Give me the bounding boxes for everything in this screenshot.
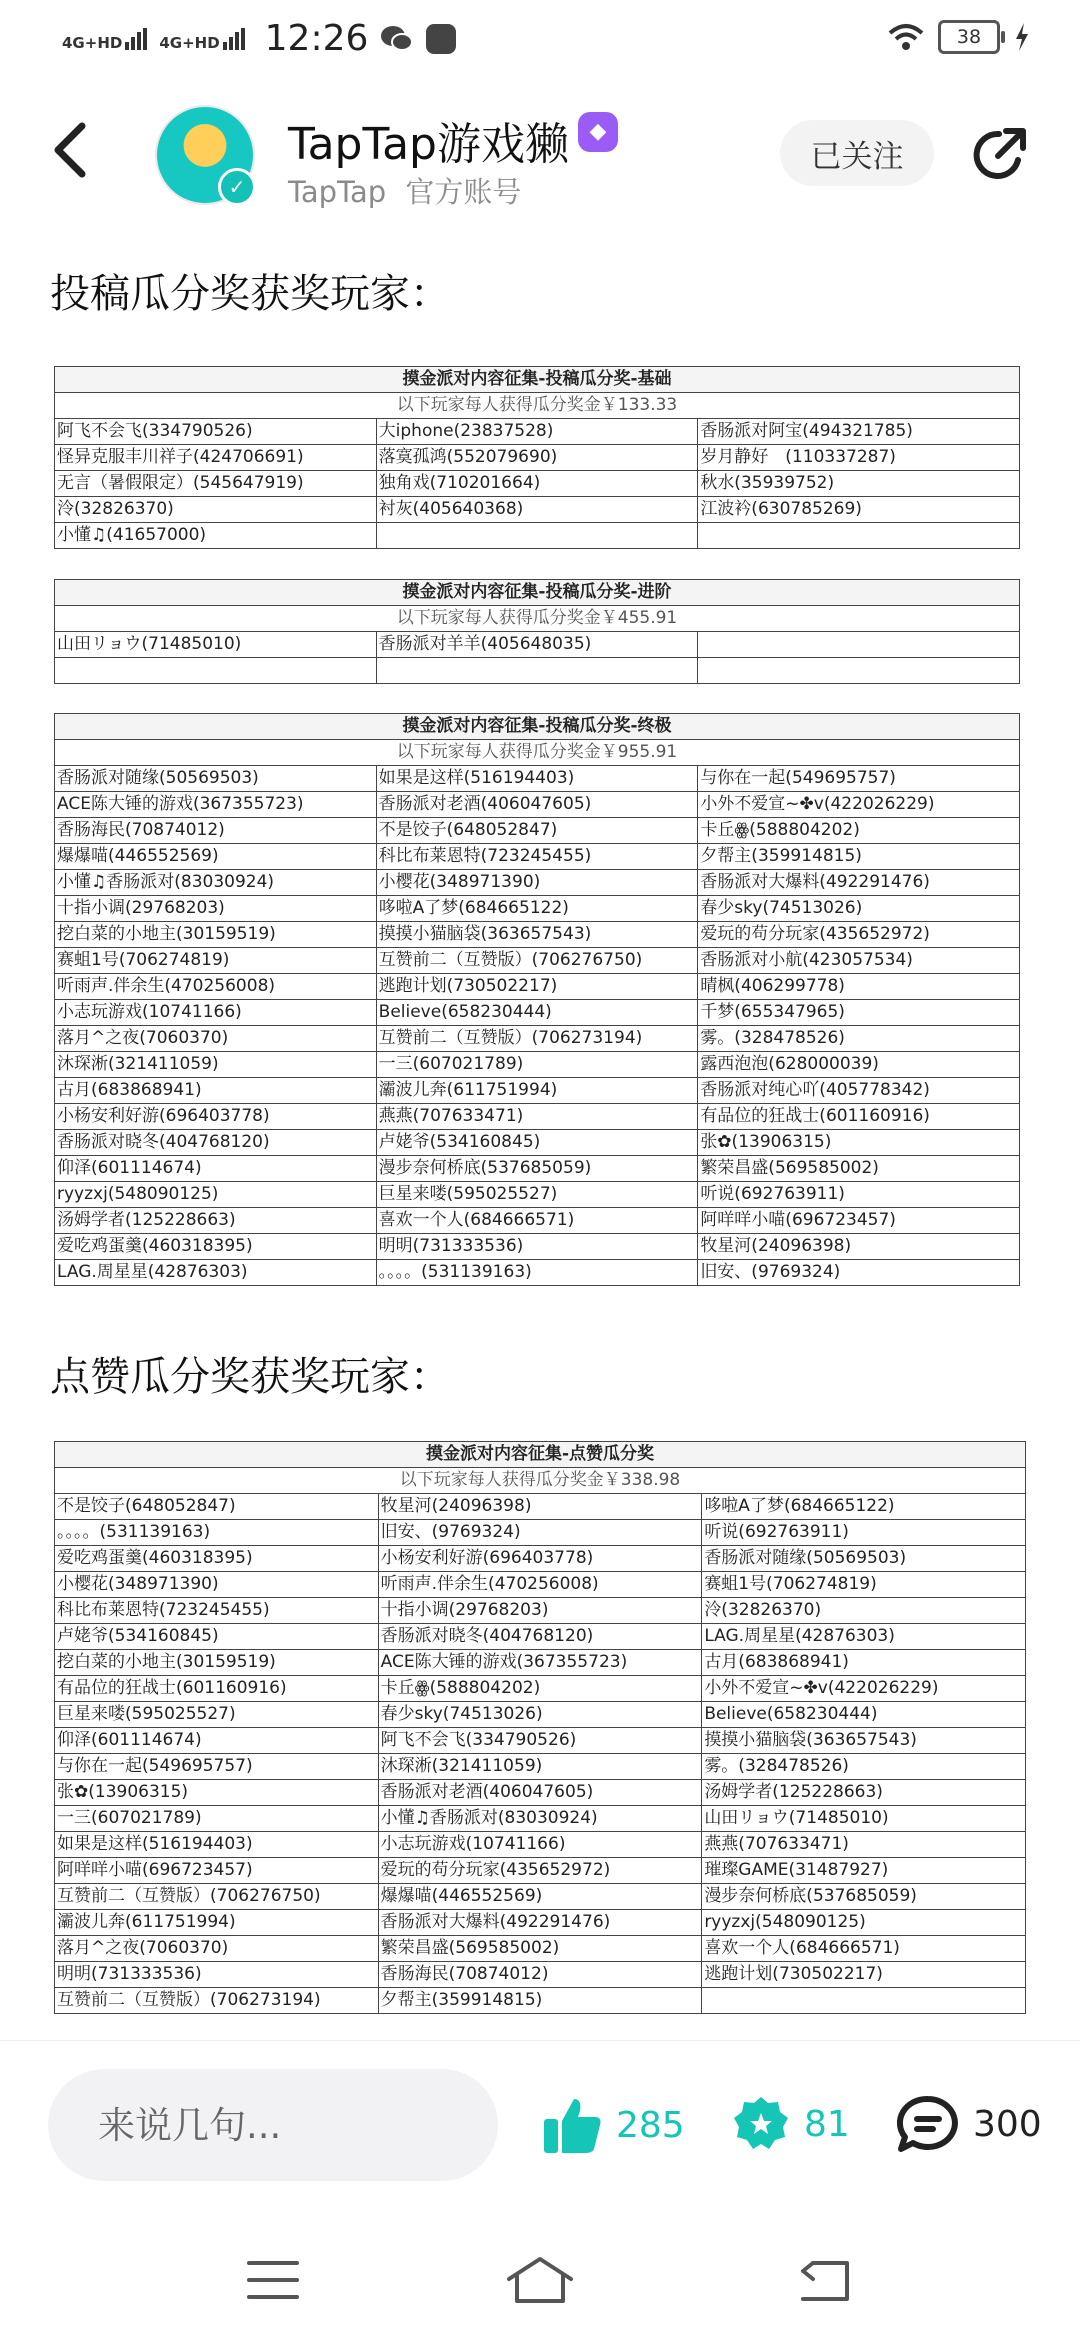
winner-cell: 小外不爱宣~✤v(422026229): [698, 792, 1020, 818]
winner-cell: 香肠派对大爆料(492291476): [698, 870, 1020, 896]
winner-cell: 泠(32826370): [55, 497, 377, 523]
winner-cell: 夕帮主(359914815): [698, 844, 1020, 870]
winner-cell: 小杨安利好游(696403778): [55, 1104, 377, 1130]
table-subtitle-row: [55, 606, 1020, 632]
home-icon: [505, 2255, 575, 2305]
table-row: [55, 1234, 1020, 1260]
table-row: [55, 1546, 1026, 1572]
winner-cell: 香肠派对小航(423057534): [698, 948, 1020, 974]
winner-cell: [55, 658, 377, 684]
table-row: [55, 1494, 1026, 1520]
table-row: [55, 1026, 1020, 1052]
table-row: [55, 632, 1020, 658]
winner-cell: 卢姥爷(534160845): [55, 1624, 379, 1650]
winner-cell: 燕燕(707633471): [702, 1832, 1026, 1858]
table-row: [55, 948, 1020, 974]
winner-cell: ryyzxj(548090125): [702, 1910, 1026, 1936]
winner-cell: 摸摸小猫脑袋(363657543): [376, 922, 698, 948]
winner-cell: 巨星来喽(595025527): [376, 1182, 698, 1208]
table-row: [55, 1832, 1026, 1858]
winner-cell: 仰泽(601114674): [55, 1156, 377, 1182]
comment-count: 300: [973, 2103, 1042, 2145]
winner-cell: 挖白菜的小地主(30159519): [55, 922, 377, 948]
winner-cell: 旧安、(9769324): [378, 1520, 702, 1546]
winner-cell: 有品位的狂战士(601160916): [55, 1676, 379, 1702]
table-row: [55, 1182, 1020, 1208]
winner-cell: LAG.周星星(42876303): [55, 1260, 377, 1286]
winner-cell: 互赞前二（互赞版）(706276750): [55, 1884, 379, 1910]
winner-cell: 繁荣昌盛(569585002): [698, 1156, 1020, 1182]
table-submission-basic: [54, 366, 1020, 549]
wifi-icon: [888, 23, 924, 51]
winner-cell: 挖白菜的小地主(30159519): [55, 1650, 379, 1676]
account-subtitle: [288, 170, 521, 211]
table-title: 摸金派对内容征集-投稿瓜分奖-终极: [55, 714, 1020, 740]
winner-cell: 阿飞不会飞(334790526): [55, 419, 377, 445]
winner-cell: 十指小调(29768203): [55, 896, 377, 922]
table-row: [55, 1780, 1026, 1806]
winner-cell: 逃跑计划(730502217): [376, 974, 698, 1000]
winner-cell: 爱吃鸡蛋羹(460318395): [55, 1546, 379, 1572]
winner-cell: 千梦(655347965): [698, 1000, 1020, 1026]
winner-cell: 爱吃鸡蛋羹(460318395): [55, 1234, 377, 1260]
section-title-likes: 点赞瓜分奖获奖玩家：: [50, 1354, 450, 1400]
winner-cell: 一三(607021789): [376, 1052, 698, 1078]
winner-cell: 如果是这样(516194403): [376, 766, 698, 792]
winner-cell: 爱玩的苟分玩家(435652972): [698, 922, 1020, 948]
winner-cell: 古月(683868941): [55, 1078, 377, 1104]
winner-cell: 小杨安利好游(696403778): [378, 1546, 702, 1572]
winner-cell: 露西泡泡(628000039): [698, 1052, 1020, 1078]
winner-cell: 摸摸小猫脑袋(363657543): [702, 1728, 1026, 1754]
winner-cell: 燕燕(707633471): [376, 1104, 698, 1130]
table-subtitle-row: [55, 393, 1020, 419]
section-title-submission: 投稿瓜分奖获奖玩家：: [50, 271, 450, 317]
back-arrow-icon: [50, 120, 90, 180]
winner-cell: 香肠派对纯心吖(405778342): [698, 1078, 1020, 1104]
app-notification-icon: [426, 24, 456, 54]
winner-cell: 春少sky(74513026): [378, 1702, 702, 1728]
winner-cell: 落月^之夜(7060370): [55, 1026, 377, 1052]
winner-cell: 与你在一起(549695757): [55, 1754, 379, 1780]
winner-cell: 香肠派对老酒(406047605): [376, 792, 698, 818]
share-button[interactable]: [968, 124, 1030, 186]
table-row: [55, 766, 1020, 792]
winner-cell: 雾。(328478526): [702, 1754, 1026, 1780]
table-title: 摸金派对内容征集-点赞瓜分奖: [55, 1442, 1026, 1468]
winner-cell: 卢姥爷(534160845): [376, 1130, 698, 1156]
table-row: [55, 497, 1020, 523]
winner-cell: 小樱花(348971390): [376, 870, 698, 896]
account-name[interactable]: TapTap游戏獭: [288, 119, 569, 170]
winner-cell: 爱玩的苟分玩家(435652972): [378, 1858, 702, 1884]
winner-cell: 独角戏(710201664): [376, 471, 698, 497]
winner-cell: ryyzxj(548090125): [55, 1182, 377, 1208]
winner-cell: 十指小调(29768203): [378, 1598, 702, 1624]
table-row: [55, 1052, 1020, 1078]
winner-cell: 互赞前二（互赞版）(706273194): [55, 1988, 379, 2014]
table-likes: [54, 1441, 1026, 2014]
table-row: [55, 1572, 1026, 1598]
comment-icon: [895, 2093, 961, 2155]
winner-cell: 山田リョウ(71485010): [55, 632, 377, 658]
winner-cell: 牧星河(24096398): [378, 1494, 702, 1520]
winner-cell: 春少sky(74513026): [698, 896, 1020, 922]
verified-icon: ✓: [218, 168, 256, 206]
winner-cell: 香肠派对大爆料(492291476): [378, 1910, 702, 1936]
winner-cell: 香肠派对随缘(50569503): [702, 1546, 1026, 1572]
table-row: [55, 445, 1020, 471]
table-row: [55, 419, 1020, 445]
winner-cell: 香肠派对随缘(50569503): [55, 766, 377, 792]
winner-cell: 。。。。(531139163): [376, 1260, 698, 1286]
thumbs-up-icon: [540, 2093, 604, 2157]
table-title: 摸金派对内容征集-投稿瓜分奖-进阶: [55, 580, 1020, 606]
table-row: [55, 1910, 1026, 1936]
table-subtitle-row: [55, 740, 1020, 766]
like-count: 285: [616, 2104, 685, 2146]
favorite-count: 81: [804, 2103, 850, 2145]
winner-cell: 岁月静好 (110337287): [698, 445, 1020, 471]
winner-cell: 仰泽(601114674): [55, 1728, 379, 1754]
table-submission-advanced: [54, 579, 1020, 684]
winner-cell: 晴枫(406299778): [698, 974, 1020, 1000]
winner-cell: 卡丘ꙮ(588804202): [378, 1676, 702, 1702]
winner-cell: 阿咩咩小喵(696723457): [698, 1208, 1020, 1234]
winner-cell: [376, 658, 698, 684]
winner-cell: 沐琛淅(321411059): [378, 1754, 702, 1780]
winner-cell: 哆啦A了梦(684665122): [702, 1494, 1026, 1520]
table-row: [55, 1520, 1026, 1546]
winner-cell: [376, 523, 698, 549]
table-subtitle-row: [55, 1468, 1026, 1494]
back-button[interactable]: [50, 120, 110, 190]
winner-cell: 小志玩游戏(10741166): [55, 1000, 377, 1026]
favorite-button[interactable]: [730, 2093, 850, 2155]
winner-cell: 有品位的狂战士(601160916): [698, 1104, 1020, 1130]
winner-cell: 大iphone(23837528): [376, 419, 698, 445]
table-row: [55, 1806, 1026, 1832]
winner-cell: 泠(32826370): [702, 1598, 1026, 1624]
table-submission-final: [54, 713, 1020, 1286]
winner-cell: Believe(658230444): [702, 1702, 1026, 1728]
table-caption-row: [55, 714, 1020, 740]
table-row: [55, 1598, 1026, 1624]
winner-cell: 如果是这样(516194403): [55, 1832, 379, 1858]
table-title: 摸金派对内容征集-投稿瓜分奖-基础: [55, 367, 1020, 393]
winner-cell: 听说(692763911): [698, 1182, 1020, 1208]
winner-cell: 喜欢一个人(684666571): [376, 1208, 698, 1234]
winner-cell: 小外不爱宣~✤v(422026229): [702, 1676, 1026, 1702]
table-caption-row: [55, 367, 1020, 393]
winner-cell: 逃跑计划(730502217): [702, 1962, 1026, 1988]
winner-cell: 爆爆喵(446552569): [378, 1884, 702, 1910]
winner-cell: 漫步奈何桥底(537685059): [376, 1156, 698, 1182]
table-subtitle: 以下玩家每人获得瓜分奖金￥455.91: [55, 606, 1020, 632]
winner-cell: 香肠派对羊羊(405648035): [376, 632, 698, 658]
table-row: [55, 1078, 1020, 1104]
winner-cell: 香肠派对阿宝(494321785): [698, 419, 1020, 445]
winner-cell: 旧安、(9769324): [698, 1260, 1020, 1286]
return-icon: [795, 2255, 851, 2305]
winner-cell: 古月(683868941): [702, 1650, 1026, 1676]
signal-icon: [62, 28, 147, 50]
sim2-label: 4G+HD: [159, 33, 220, 52]
winner-cell: 喜欢一个人(684666571): [702, 1936, 1026, 1962]
winner-cell: 明明(731333536): [376, 1234, 698, 1260]
winner-cell: [698, 523, 1020, 549]
table-row: [55, 1858, 1026, 1884]
winner-cell: [702, 1988, 1026, 2014]
account-source: TapTap: [288, 175, 387, 209]
table-subtitle: 以下玩家每人获得瓜分奖金￥955.91: [55, 740, 1020, 766]
table-row: [55, 974, 1020, 1000]
battery-icon: 38: [938, 20, 1000, 54]
table-row: [55, 896, 1020, 922]
winner-cell: 衬灰(405640368): [376, 497, 698, 523]
winner-cell: 璀璨GAME(31487927): [702, 1858, 1026, 1884]
winner-cell: 江波衿(630785269): [698, 497, 1020, 523]
winner-cell: 小志玩游戏(10741166): [378, 1832, 702, 1858]
status-bar: [0, 0, 1080, 80]
winner-cell: 赛蛆1号(706274819): [702, 1572, 1026, 1598]
table-row: [55, 844, 1020, 870]
table-row: [55, 1988, 1026, 2014]
table-subtitle: 以下玩家每人获得瓜分奖金￥133.33: [55, 393, 1020, 419]
winner-cell: 小樱花(348971390): [55, 1572, 379, 1598]
like-button[interactable]: [540, 2093, 685, 2157]
winner-cell: 漫步奈何桥底(537685059): [702, 1884, 1026, 1910]
winner-cell: 卡丘ꙮ(588804202): [698, 818, 1020, 844]
winner-cell: LAG.周星星(42876303): [702, 1624, 1026, 1650]
star-badge-icon: [730, 2093, 792, 2155]
account-header: [0, 90, 1080, 220]
winner-cell: 爆爆喵(446552569): [55, 844, 377, 870]
winner-cell: 无言（暑假限定）(545647919): [55, 471, 377, 497]
winner-cell: 听雨声.伴余生(470256008): [55, 974, 377, 1000]
winner-cell: 巨星来喽(595025527): [55, 1702, 379, 1728]
winner-cell: 与你在一起(549695757): [698, 766, 1020, 792]
winner-cell: Believe(658230444): [376, 1000, 698, 1026]
winner-cell: 不是饺子(648052847): [376, 818, 698, 844]
winner-cell: 互赞前二（互赞版）(706273194): [376, 1026, 698, 1052]
table-row: [55, 523, 1020, 549]
follow-button[interactable]: 已关注: [780, 120, 934, 186]
winner-cell: 阿飞不会飞(334790526): [378, 1728, 702, 1754]
winner-cell: 明明(731333536): [55, 1962, 379, 1988]
back-nav-button[interactable]: [795, 2255, 865, 2315]
table-row: [55, 870, 1020, 896]
charging-icon: [1014, 23, 1030, 51]
table-row: [55, 1728, 1026, 1754]
comment-button[interactable]: [895, 2093, 1042, 2155]
winner-cell: 灞波儿奔(611751994): [55, 1910, 379, 1936]
menu-nav-button[interactable]: [245, 2255, 315, 2315]
table-row: [55, 922, 1020, 948]
table-caption-row: [55, 580, 1020, 606]
winner-cell: [698, 658, 1020, 684]
winner-cell: 落月^之夜(7060370): [55, 1936, 379, 1962]
winner-cell: 秋水(35939752): [698, 471, 1020, 497]
winner-cell: [698, 632, 1020, 658]
winner-cell: 哆啦A了梦(684665122): [376, 896, 698, 922]
official-badge-icon: ◆: [578, 112, 618, 152]
winner-cell: 小懂♫香肠派对(83030924): [378, 1806, 702, 1832]
table-row: [55, 792, 1020, 818]
winner-cell: 小懂♫(41657000): [55, 523, 377, 549]
winner-cell: 灞波儿奔(611751994): [376, 1078, 698, 1104]
table-row: [55, 1754, 1026, 1780]
sim1-label: 4G+HD: [62, 33, 123, 52]
table-row: [55, 818, 1020, 844]
winner-cell: 香肠派对晓冬(404768120): [55, 1130, 377, 1156]
table-row: [55, 658, 1020, 684]
table-row: [55, 1624, 1026, 1650]
winner-cell: 落寞孤鸿(552079690): [376, 445, 698, 471]
winner-cell: 赛蛆1号(706274819): [55, 948, 377, 974]
winner-cell: 繁荣昌盛(569585002): [378, 1936, 702, 1962]
winner-cell: 雾。(328478526): [698, 1026, 1020, 1052]
menu-icon: [245, 2255, 301, 2305]
table-row: [55, 471, 1020, 497]
winner-cell: 牧星河(24096398): [698, 1234, 1020, 1260]
status-time: 12:26: [264, 18, 369, 59]
winner-cell: 听雨声.伴余生(470256008): [378, 1572, 702, 1598]
table-row: [55, 1702, 1026, 1728]
table-row: [55, 1208, 1020, 1234]
table-subtitle: 以下玩家每人获得瓜分奖金￥338.98: [55, 1468, 1026, 1494]
winner-cell: 山田リョウ(71485010): [702, 1806, 1026, 1832]
winner-cell: 香肠派对老酒(406047605): [378, 1780, 702, 1806]
winner-cell: 科比布莱恩特(723245455): [55, 1598, 379, 1624]
winner-cell: 香肠海民(70874012): [55, 818, 377, 844]
winner-cell: 夕帮主(359914815): [378, 1988, 702, 2014]
table-row: [55, 1156, 1020, 1182]
winner-cell: 张✿(13906315): [55, 1780, 379, 1806]
table-row: [55, 1962, 1026, 1988]
winner-cell: 互赞前二（互赞版）(706276750): [376, 948, 698, 974]
table-row: [55, 1130, 1020, 1156]
winner-cell: 阿咩咩小喵(696723457): [55, 1858, 379, 1884]
table-row: [55, 1000, 1020, 1026]
winner-cell: 沐琛淅(321411059): [55, 1052, 377, 1078]
table-row: [55, 1104, 1020, 1130]
winner-cell: 。。。。(531139163): [55, 1520, 379, 1546]
table-row: [55, 1676, 1026, 1702]
winner-cell: 不是饺子(648052847): [55, 1494, 379, 1520]
winner-cell: 小懂♫香肠派对(83030924): [55, 870, 377, 896]
table-row: [55, 1884, 1026, 1910]
winner-cell: 一三(607021789): [55, 1806, 379, 1832]
home-nav-button[interactable]: [505, 2255, 575, 2315]
winner-cell: 科比布莱恩特(723245455): [376, 844, 698, 870]
winner-cell: 怪异克服丰川祥子(424706691): [55, 445, 377, 471]
signal-icon-2: [159, 28, 244, 50]
system-nav-bar: [0, 2230, 1080, 2340]
comment-bar: [0, 2040, 1080, 2251]
winner-cell: 香肠派对晓冬(404768120): [378, 1624, 702, 1650]
table-row: [55, 1260, 1020, 1286]
comment-input[interactable]: [48, 2069, 498, 2181]
winner-cell: 汤姆学者(125228663): [55, 1208, 377, 1234]
table-caption-row: [55, 1442, 1026, 1468]
winner-cell: 汤姆学者(125228663): [702, 1780, 1026, 1806]
winner-cell: 香肠海民(70874012): [378, 1962, 702, 1988]
table-row: [55, 1936, 1026, 1962]
winner-cell: 听说(692763911): [702, 1520, 1026, 1546]
share-icon: [968, 124, 1030, 186]
table-row: [55, 1650, 1026, 1676]
wechat-icon: [380, 24, 414, 54]
account-type: 官方账号: [405, 175, 522, 209]
winner-cell: ACE陈大锤的游戏(367355723): [55, 792, 377, 818]
winner-cell: 张✿(13906315): [698, 1130, 1020, 1156]
winner-cell: ACE陈大锤的游戏(367355723): [378, 1650, 702, 1676]
